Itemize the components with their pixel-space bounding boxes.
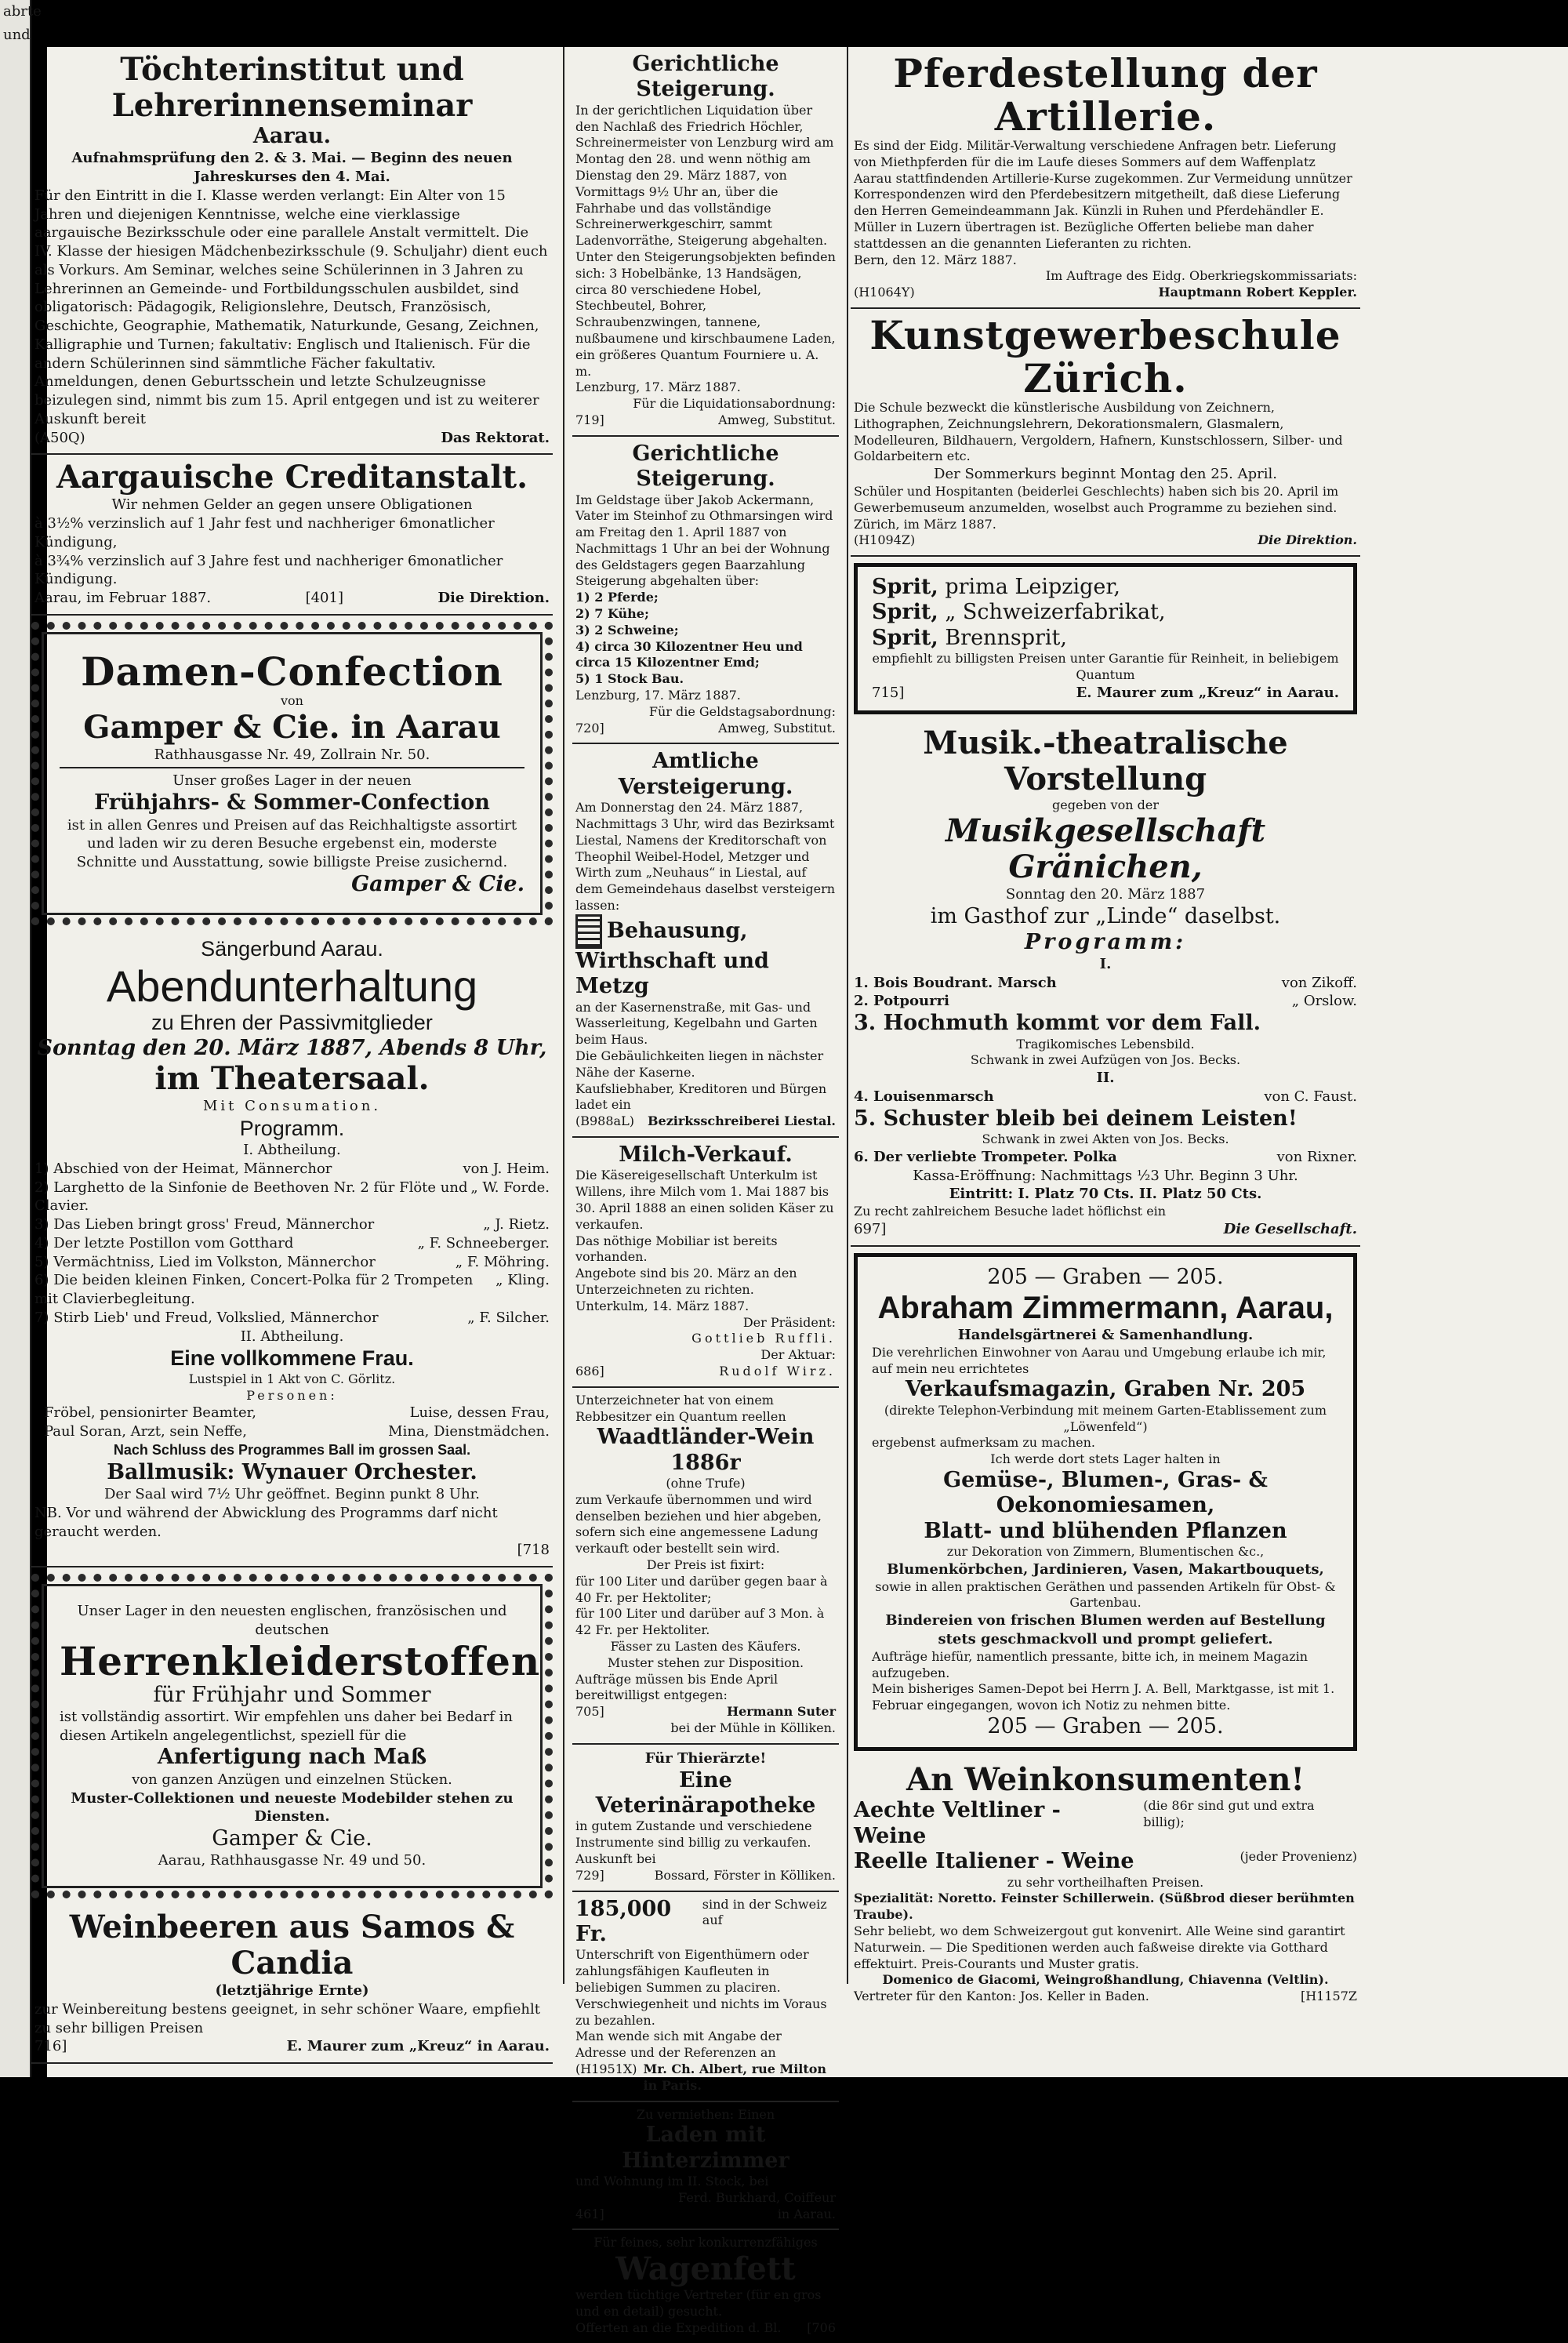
sprit-label: Sprit,: [872, 600, 938, 625]
ad-signature: Hauptmann Robert Keppler.: [1158, 285, 1357, 300]
ad-saengerbund: [31, 932, 553, 1567]
ad-orchestra: Ballmusik: Wynauer Orchester.: [107, 1459, 477, 1484]
program-item: [34, 1179, 550, 1216]
ad-start: Der Sommerkurs beginnt Montag den 25. April.: [934, 466, 1277, 483]
ad-body: ist vollständig assortirt. Wir empfehlen uns daher bei Bedarf in diesen Artikeln angelegentlichst, speziell für die: [60, 1708, 513, 1744]
program-title: 3) Das Lieben bringt gross' Freud, Männerchor: [34, 1216, 375, 1233]
ad-sprit: [854, 563, 1357, 714]
ad-goods-3-sub: sowie in allen praktischen Geräthen und passenden Artikeln für Obst- & Gartenbau.: [875, 1578, 1336, 1611]
person: Luise, dessen Frau,: [409, 1404, 550, 1422]
program-item: 3. Hochmuth kommt vor dem Fall.: [854, 1011, 1261, 1036]
ad-date: Unterkulm, 14. März 1887.: [575, 1298, 750, 1313]
ad-item: 3) 2 Schweine;: [575, 622, 679, 638]
ad-auftr: Aufträge müssen bis Ende April bereitwilligst entgegen:: [575, 1671, 779, 1703]
program-title: 4) Der letzte Postillon vom Gotthard: [34, 1234, 294, 1251]
ad-title: Amtliche Versteigerung.: [618, 749, 793, 799]
ad-kassa: Kassa-Eröffnung: Nachmittags ½3 Uhr. Beginn 3 Uhr.: [913, 1167, 1298, 1184]
program-item: [34, 1309, 550, 1328]
ad-shop: Verkaufsmagazin, Graben Nr. 205: [905, 1377, 1306, 1402]
ad-intro: Unterzeichneter hat von einem Rebbesitzer ein Quantum reellen: [575, 1392, 786, 1424]
ad-gerichtliche-steigerung-2: [572, 437, 839, 745]
wine-2-note: (jeder Provenienz): [1240, 1849, 1357, 1865]
ad-address: 205 — Graben — 205.: [987, 1713, 1224, 1738]
program-item: [34, 1253, 550, 1272]
ad-body: Offerten an die Expedition d. Bl.: [575, 2319, 782, 2335]
ad-code: 720]: [575, 720, 604, 736]
ad-laden: [572, 2102, 839, 2231]
ad-date: Sonntag den 20. März 1887, Abends 8 Uhr,: [37, 1035, 547, 1060]
ad-title: Töchterinstitut und Lehrerinnenseminar: [111, 51, 473, 124]
wine-1-note: (die 86r sind gut und extra billig);: [1143, 1798, 1315, 1830]
ad-title: Herrenkleiderstoffen: [60, 1637, 541, 1684]
ad-signature: Die Direktion.: [1258, 532, 1357, 548]
ad-signature: E. Maurer zum „Kreuz“ in Aarau.: [1076, 684, 1339, 701]
ad-actuary: Rudolf Wirz.: [719, 1363, 836, 1379]
ad-line: Wir nehmen Gelder an gegen unsere Obligationen: [111, 496, 473, 514]
program-item: [34, 1160, 550, 1179]
ad-code: 729]: [575, 1867, 604, 1883]
ad-opening: Der Saal wird 7½ Uhr geöffnet. Beginn punkt 8 Uhr.: [103, 1486, 481, 1502]
program-item: 2. Potpourri: [854, 993, 949, 1010]
ad-binderei: Bindereien von frischen Blumen werden auf Bestellung stets geschmackvoll und prompt geliefert.: [885, 1612, 1326, 1648]
ad-title: Gerichtliche Steigerung.: [632, 52, 779, 102]
sprit-label: Sprit,: [872, 575, 938, 600]
program-item: 5. Schuster bleib bei deinem Leisten!: [854, 1106, 1298, 1131]
ad-firm: Gamper & Cie.: [212, 1826, 372, 1851]
ad-price: Der Preis ist fixirt:: [646, 1557, 765, 1573]
ad-title: Pferdestellung der Artillerie.: [893, 50, 1318, 140]
wine-1: Aechte Veltliner - Weine: [854, 1798, 1061, 1848]
ad-firm: Domenico de Giacomi, Weingroßhandlung, Chiavenna (Veltlin).: [882, 1972, 1329, 1988]
ad-signature: Das Rektorat.: [441, 429, 550, 446]
ad-depot: Mein bisheriges Samen-Depot bei Herrn J. A. Bell, Marktgasse, ist mit 1. Februar eingegangen, wovon ich Notiz zu nehmen bitte.: [872, 1681, 1335, 1713]
ad-speciality: Spezialität: Noretto. Feinster Schillerwein. (Süßbrod dieser berühmten Traube).: [854, 1891, 1355, 1923]
ad-body: zum Verkaufe übernommen und wird denselben beziehen und hier abgeben, sofern sich eine angemessene Ladung verkauft oder bestellt sein wird.: [575, 1491, 822, 1557]
ad-intro: Für feines, sehr konkurrenzfähiges: [593, 2235, 818, 2250]
column-right: [851, 47, 1360, 2004]
ad-actuary-label: Der Aktuar:: [760, 1347, 836, 1363]
ad-milch-verkauf: [572, 1138, 839, 1388]
ad-code: (H1094Z): [854, 532, 916, 548]
ad-muster: Muster stehen zur Disposition.: [607, 1655, 804, 1670]
ad-body: Anmeldungen, denen Geburtsschein und letzte Schulzeugnisse beizulegen sind, nimmt bis zum 15. April entgegen und ist zu weiterer Auskunft bereit: [34, 373, 539, 427]
ad-play-sub: Lustspiel in 1 Akt von C. Görlitz.: [188, 1371, 396, 1386]
ad-damen-confection: [31, 622, 553, 925]
ad-fass: Fässer zu Lasten des Käufers.: [610, 1639, 801, 1655]
ad-goods-2-sub: zur Dekoration von Zimmern, Blumentischen &c.,: [946, 1544, 1265, 1560]
sprit-label: Sprit,: [872, 625, 938, 650]
ad-signature: Gamper & Cie.: [351, 871, 524, 896]
strip-text-1: abrte: [3, 3, 42, 20]
ad-line: à 3¾% verzinslich auf 3 Jahre fest und nachheriger 6monatlicher Kündigung.: [34, 552, 503, 588]
ad-heading: [575, 914, 836, 1000]
ad-body: Kaufsliebhaber, Kreditoren und Bürgen ladet ein: [575, 1081, 827, 1113]
program-composer: von C. Faust.: [1264, 1088, 1357, 1105]
ad-title: Waadtländer-Wein 1886r: [597, 1425, 815, 1475]
ad-herrenkleider: [31, 1574, 553, 1898]
strip-text-2: und: [3, 26, 31, 43]
ad-title: Wagenfett: [615, 2250, 796, 2288]
program-title: 2) Larghetto de la Sinfonie de Beethoven Nr. 2 für Flöte und Clavier.: [34, 1179, 468, 1215]
ad-weinkonsumenten: [851, 1757, 1360, 2011]
ad-title: Milch-Verkauf.: [619, 1142, 793, 1167]
ad-code: 705]: [575, 1704, 604, 1720]
program-sub: Schwank in zwei Akten von Jos. Becks.: [982, 1132, 1229, 1147]
ad-date: Aarau, im Februar 1887.: [34, 590, 212, 607]
ad-creditanstalt: [31, 455, 553, 616]
ad-body: Am Donnerstag den 24. März 1887, Nachmittags 3 Uhr, wird das Bezirksamt Liestal, Namens der Kreditorschaft von Theophil Weibel-Hodel, Metzger und Wirth zum „Neuhaus“ in Liestal, auf dem Gemeindehaus daselbst versteigern lassen:: [575, 800, 836, 914]
ad-code: [401]: [305, 590, 343, 607]
ad-signature: E. Maurer zum „Kreuz“ in Aarau.: [286, 2038, 550, 2055]
ad-von: von: [281, 692, 303, 708]
program-composer: von J. Heim.: [463, 1160, 550, 1177]
ad-body: Das nöthige Mobiliar ist bereits vorhanden.: [575, 1233, 778, 1265]
program-title: 6) Die beiden kleinen Finken, Concert-Polka für 2 Trompeten mit Clavierbegleitung.: [34, 1272, 474, 1308]
program-composer: von Zikoff.: [1281, 974, 1357, 991]
ad-body: Die Schule bezweckt die künstlerische Ausbildung von Zeichnern, Lithographen, Zeichnungslehrern, Dekorationsmalern, Glasmalern, Modelleuren, Bildhauern, Vergoldern, Hafnern, Kunstschlossern, Silber- und Goldarbeitern etc.: [854, 399, 1343, 464]
person: Paul Soran, Arzt, sein Neffe,: [44, 1423, 247, 1440]
program-composer: „ F. Schneeberger.: [417, 1234, 550, 1251]
ad-body: Die Gebäulichkeiten liegen in nächster Nähe der Kaserne.: [575, 1048, 824, 1080]
person: Fröbel, pensionirter Beamter,: [44, 1404, 256, 1422]
ad-signature: Bezirksschreiberei Liestal.: [647, 1113, 836, 1129]
ad-consumation: Mit Consumation.: [202, 1097, 382, 1114]
sprit-kind: „ Schweizerfabrikat,: [945, 600, 1166, 625]
ad-intro: Unser großes Lager in der neuen: [172, 772, 412, 790]
program-list: [34, 1160, 550, 1328]
program-composer: „ F. Silcher.: [467, 1309, 550, 1326]
ad-body: Sehr beliebt, wo dem Schweizergout gut konvenirt. Alle Weine sind garantirt Naturwein. — Die Speditionen werden auch faßweise direkte via Gotthard effektuirt. Preis-Courants und Muster gratis.: [854, 1923, 1345, 1971]
ad-pferdestellung: [851, 47, 1360, 309]
ad-title: Weinbeeren aus Samos & Candia: [69, 1909, 515, 1982]
program-composer: „ J. Rietz.: [483, 1216, 550, 1233]
ad-code: 686]: [575, 1363, 604, 1379]
ad-play: Eine vollkommene Frau.: [170, 1346, 414, 1371]
ad-item: 2) 7 Kühe;: [575, 606, 649, 622]
ad-code: [H1157Z: [1300, 1989, 1357, 2004]
ad-program-heading: Programm:: [1024, 929, 1187, 954]
ad-goods-2: Blatt- und blühenden Pflanzen: [924, 1518, 1287, 1543]
ad-section: II.: [1096, 1070, 1115, 1087]
ad-date: Bern, den 12. März 1887.: [854, 252, 1017, 267]
ad-sub: (letztjährige Ernte): [215, 1982, 369, 2000]
program-composer: „ F. Möhring.: [455, 1253, 550, 1270]
ad-title: Abendunterhaltung: [106, 961, 478, 1011]
ad-amount: 185,000 Fr.: [575, 1896, 672, 1946]
ad-for: Für die Liquidationsabordnung:: [633, 396, 836, 412]
ad-body: Für den Eintritt in die I. Klasse werden verlangt: Ein Alter von 15 Jahren und diejenigen Kenntnisse, welche eine vierklassige aargauische Bezirksschule oder eine parallele Anstalt vermittelt. Die IV. Klasse der hiesigen Mädchenbezirksschule (9. Schuljahr) dient euch als Vorkurs. Am Seminar, welches seine Schülerinnen in 3 Jahren zu Lehrerinnen an Gemeinde- und Fortbildungsschulen ausbildet, sind obligatorisch: Pädagogik, Religionslehre, Deutsch, Französisch, Geschichte, Geographie, Mathematik, Naturkunde, Gesang, Zeichnen, Kalligraphie und Turnen; fakultativ: Englisch und Italienisch. Für die andern Schülerinnen sind sämmtliche Fächer fakultativ.: [34, 187, 548, 372]
ad-amtliche-versteigerung: [572, 744, 839, 1138]
ad-headline: Aufnahmsprüfung den 2. & 3. Mai. — Beginn des neuen Jahreskurses den 4. Mai.: [71, 150, 513, 186]
ad-title: Laden mit Hinterzimmer: [622, 2123, 789, 2173]
program-item: 6. Der verliebte Trompeter. Polka: [854, 1148, 1117, 1165]
ad-musik-vorstellung: [851, 721, 1360, 1247]
ad-body: In der gerichtlichen Liquidation über den Nachlaß des Friedrich Höchler, Schreinermeister von Lenzburg wird am Montag den 28. und wenn nöthig am Dienstag den 29. März 1887, von Vormittags 9½ Uhr an, über die Fahrhabe und das vollständige Schreinerwerkgeschirr, sammt Ladenvorräthe, Steigerung abgehalten.: [575, 102, 834, 249]
program-composer: „ Orslow.: [1291, 993, 1357, 1010]
ad-signature-sub: bei der Mühle in Kölliken.: [670, 1720, 836, 1736]
ad-item: 5) 1 Stock Bau.: [575, 671, 684, 687]
ad-body: empfiehlt zu billigsten Preisen unter Garantie für Reinheit, in beliebigem Quantum: [872, 651, 1339, 683]
ad-signature: Die Direktion.: [437, 590, 550, 607]
ad-place: im Gasthof zur „Linde“ daselbst.: [930, 904, 1281, 929]
wine-price: zu sehr vortheilhaften Preisen.: [1007, 1874, 1204, 1890]
ad-code: (B988aL): [575, 1113, 634, 1129]
ad-sub: Handelsgärtnerei & Samenhandlung.: [957, 1327, 1254, 1344]
ad-signature: Amweg, Substitut.: [718, 720, 836, 736]
ad-lager: Ich werde dort stets Lager halten in: [990, 1451, 1221, 1467]
ad-item: 4) circa 30 Kilozentner Heu und circa 15 Kilozentner Emd;: [575, 638, 803, 670]
ad-body: werden tüchtige Vertreter (für en gros und en detail) gesucht.: [575, 2287, 822, 2319]
ad-section: II. Abtheilung.: [240, 1328, 344, 1345]
ad-date: Lenzburg, 17. März 1887.: [575, 380, 741, 395]
ad-goods-3: Blumenkörbchen, Jardinieren, Vasen, Makartbouquets,: [887, 1560, 1324, 1578]
ad-veterinaer: [572, 1745, 839, 1892]
ad-waadtlaender: [572, 1388, 839, 1745]
ad-address: 205 — Graben — 205.: [987, 1264, 1224, 1289]
ad-title: Damen-Confection: [81, 648, 503, 695]
ad-program-heading: Programm.: [239, 1116, 345, 1140]
ad-season: Frühjahrs- & Sommer-Confection: [94, 790, 490, 816]
program-title: 1) Abschied von der Heimat, Männerchor: [34, 1160, 332, 1177]
ad-title: Kunstgewerbeschule Zürich.: [869, 311, 1341, 401]
ad-title: Abraham Zimmermann, Aarau,: [877, 1291, 1334, 1326]
ad-line: à 3½% verzinslich auf 1 Jahr fest und nachheriger 6monatlicher Kündigung,: [34, 515, 495, 550]
ad-president: Gottlieb Ruffli.: [691, 1331, 836, 1346]
program-sub: Tragikomisches Lebensbild.: [1016, 1036, 1195, 1052]
ad-title: Musik.-theatralische Vorstellung: [923, 724, 1288, 797]
ad-troupe: Musikgesellschaft Gränichen,: [945, 812, 1266, 886]
ad-body: Die verehrlichen Einwohner von Aarau und Umgebung erlaube ich mir, auf mein neu errichtetes: [872, 1344, 1327, 1376]
ad-body: in gutem Zustande und verschiedene Instrumente sind billig zu verkaufen.: [575, 1818, 812, 1851]
ad-price-2: für 100 Liter und darüber auf 3 Mon. à 42 Fr. per Hektoliter.: [575, 1606, 825, 1638]
ad-club: Sängerbund Aarau.: [201, 937, 383, 961]
ad-body: Unterschrift von Eigenthümern oder zahlungsfähigen Kaufleuten in beliebigen Summen zu placiren. Verschwiegenheit und nichts im Voraus zu bezahlen.: [575, 1947, 827, 2028]
ad-contact: Mr. Ch. Albert, rue Milton in Paris.: [643, 2061, 827, 2093]
ad-connection: (direkte Telephon-Verbindung mit meinem Garten-Etablissement zum „Löwenfeld“): [884, 1402, 1327, 1434]
ad-kunstgewerbeschule: [851, 309, 1360, 557]
ad-muster: Muster-Collektionen und neueste Modebilder stehen zu Diensten.: [71, 1789, 514, 1825]
program-item: 1. Bois Boudrant. Marsch: [854, 974, 1057, 991]
ad-code: 461]: [575, 2206, 604, 2221]
ad-body: Man wende sich mit Angabe der Adresse und der Referenzen an: [575, 2029, 782, 2061]
ad-ball: Nach Schluss des Programmes Ball im grossen Saal.: [113, 1441, 471, 1458]
ad-signature: Hermann Suter: [726, 1704, 836, 1720]
ad-date: Sonntag den 20. März 1887: [1005, 886, 1206, 903]
ad-goods-1: Gemüse-, Blumen-, Gras- & Oekonomiesamen,: [943, 1467, 1268, 1518]
ad-code: (H1064Y): [854, 285, 915, 300]
ad-order: Im Auftrage des Eidg. Oberkriegskommissariats:: [1045, 268, 1357, 284]
ad-185000: [572, 1892, 839, 2102]
ad-subtitle: zu Ehren der Passivmitglieder: [151, 1011, 433, 1035]
left-edge-strip: [0, 0, 42, 2077]
ad-code: (A50Q): [34, 429, 85, 446]
ad-president-label: Der Präsident:: [742, 1314, 836, 1330]
ad-body: Unter den Steigerungsobjekten befinden sich: 3 Hobelbänke, 13 Handsägen, circa 80 verschiedene Hobel, Stechbeutel, Bohrer, Schraubenzwingen, tannene, nußbaumene und kirschbaumene Laden, ein größeres Quantum Fourniere u. A. m.: [575, 249, 836, 379]
ad-where: in Aarau.: [777, 2206, 836, 2221]
ad-place: im Theatersaal.: [154, 1059, 430, 1097]
ad-body: Die Käsereigesellschaft Unterkulm ist Willens, ihre Milch vom 1. Mai 1887 bis 30. April 1888 an einen soliden Käser zu verkaufen.: [575, 1168, 834, 1232]
ad-item: 1) 2 Pferde;: [575, 590, 659, 605]
ad-heading-text: Behausung, Wirthschaft und Metzg: [575, 918, 769, 999]
ad-body: ist in allen Genres und Preisen auf das Reichhaltigste assortirt und laden wir zu deren Besuche ergebenst ein, moderste Schnitte und Ausstattung, sowie billigste Preise zusichernd.: [67, 816, 517, 871]
ad-zimmermann: [854, 1253, 1357, 1752]
ad-signature: Bossard, Förster in Kölliken.: [654, 1867, 836, 1883]
ad-body: Schüler und Hospitanten (beiderlei Geschlechts) haben sich bis 20. April im Gewerbemuseum anzumelden, woselbst auch Programme zu beziehen sind.: [854, 483, 1339, 515]
program-composer: „ W. Forde.: [470, 1179, 550, 1196]
ad-eintritt: Eintritt: I. Platz 70 Cts. II. Platz 50 Cts.: [949, 1186, 1262, 1203]
person: Mina, Dienstmädchen.: [388, 1423, 550, 1440]
column-rule-2: [847, 47, 848, 1984]
ad-code: 716]: [34, 2038, 67, 2055]
ad-code: [706: [807, 2319, 836, 2335]
ad-wagenfett: [572, 2230, 839, 2342]
ad-body: Es sind der Eidg. Militär-Verwaltung verschiedene Anfragen betr. Lieferung von Miethpferden für die im Laufe dieses Sommers auf dem Waffenplatz Aarau stattfindenden Artillerie-Kurse zugekommen. Zur Vermeidung unnützer Korrespondenzen wird den Pferdebesitzern mitgetheilt, daß diese Lieferung den Herren Gemeindeammann Jak. Künzli in Ruhen und Pferdehändler E. Müller in Luzern übertragen ist. Bezügliche Offerten beliebe man daher stattdessen an die genannten Lieferanten zu richten.: [854, 138, 1352, 251]
column-rule-1: [563, 47, 564, 1984]
ad-for: Für die Geldstagsabordnung:: [648, 703, 836, 719]
ad-title: Aargauische Creditanstalt.: [56, 459, 528, 496]
ad-address: Rathhausgasse Nr. 49, Zollrain Nr. 50.: [154, 746, 430, 763]
ad-price-1: für 100 Liter und darüber gegen baar à 40 Fr. per Hektoliter;: [575, 1573, 828, 1605]
ad-city: Aarau.: [252, 124, 332, 148]
ad-persons: Personen:: [246, 1387, 338, 1403]
ad-tail: sind in der Schweiz auf: [702, 1896, 827, 1928]
program-title: 5) Vermächtniss, Lied im Volkston, Männerchor: [34, 1253, 376, 1270]
ad-sub: (ohne Trufe): [666, 1476, 746, 1491]
ad-title: Eine Veterinärapotheke: [595, 1767, 816, 1818]
column-middle: [572, 47, 839, 2335]
ad-mass: Anfertigung nach Maß: [157, 1745, 427, 1770]
program-composer: „ Kling.: [495, 1272, 550, 1289]
ad-given: gegeben von der: [1052, 797, 1159, 812]
ad-address: Aarau, Rathhausgasse Nr. 49 und 50.: [158, 1852, 426, 1869]
ad-section: I.: [1099, 955, 1112, 972]
sprit-kind: Brennsprit,: [945, 625, 1067, 650]
program-item: 4. Louisenmarsch: [854, 1088, 994, 1105]
ad-section: I. Abtheilung.: [243, 1142, 341, 1159]
ad-weinbeeren: [31, 1905, 553, 2064]
program-title: 7) Stirb Lieb' und Freud, Volkslied, Männerchor: [34, 1309, 379, 1326]
ad-date: Lenzburg, 17. März 1887.: [575, 688, 741, 703]
ad-code: [718: [517, 1542, 550, 1559]
program-item: [34, 1234, 550, 1253]
program-item: [34, 1215, 550, 1234]
program-sub: Schwank in zwei Aufzügen von Jos. Becks.: [970, 1052, 1241, 1068]
ad-title: An Weinkonsumenten!: [906, 1761, 1305, 1799]
ad-code: 697]: [854, 1220, 887, 1237]
ad-note: NB. Vor und während der Abwicklung des Programms darf nicht geraucht werden.: [34, 1504, 498, 1540]
ad-contact: Ferd. Burkhard, Coiffeur: [678, 2189, 836, 2205]
ad-code: (H1951X): [575, 2061, 637, 2076]
ad-attention: ergebenst aufmerksam zu machen.: [872, 1435, 1095, 1451]
ad-info: Auskunft bei: [575, 1851, 656, 1866]
ad-code: 715]: [872, 684, 905, 701]
ad-for: Für Thierärzte!: [644, 1749, 767, 1767]
ad-toechterinstitut: [31, 47, 553, 455]
ad-date: Zürich, im März 1887.: [854, 516, 996, 532]
sprit-kind: prima Leipziger,: [945, 575, 1120, 600]
wine-2: Reelle Italiener - Weine: [854, 1849, 1134, 1874]
ad-gerichtliche-steigerung-1: [572, 47, 839, 437]
ad-title: Gerichtliche Steigerung.: [632, 441, 779, 492]
ad-code: 719]: [575, 412, 604, 427]
ad-season: für Frühjahr und Sommer: [153, 1682, 431, 1707]
ad-representative: Vertreter für den Kanton: Jos. Keller in Baden.: [854, 1989, 1149, 2004]
program-item: [34, 1271, 550, 1309]
ad-sub: von ganzen Anzügen und einzelnen Stücken.: [132, 1771, 452, 1788]
divider: [60, 767, 524, 768]
program-composer: von Rixner.: [1276, 1148, 1357, 1165]
ad-head: Zu vermiethen: Einen: [636, 2106, 775, 2122]
ad-body: zur Weinbereitung bestens geeignet, in sehr schöner Waare, empfiehlt zu sehr billigen Preisen: [34, 2000, 540, 2036]
ad-body: und Wohnung im II. Stock, bei: [575, 2174, 769, 2189]
ad-body: an der Kasernenstraße, mit Gas- und Wasserleitung, Kegelbahn und Garten beim Haus.: [575, 999, 818, 1048]
column-left: [31, 47, 553, 2055]
ad-invite: Zu recht zahlreichem Besuche ladet höflichst ein: [854, 1204, 1167, 1219]
house-icon: [575, 914, 602, 949]
ad-intro: Unser Lager in den neuesten englischen, französischen und deutschen: [77, 1603, 507, 1638]
ad-signature: Die Gesellschaft.: [1223, 1220, 1357, 1237]
ad-body: Angebote sind bis 20. März an den Unterzeichneten zu richten.: [575, 1266, 797, 1297]
ad-firm: Gamper & Cie. in Aarau: [83, 708, 501, 746]
ad-auftr: Aufträge hiefür, namentlich pressante, bitte ich, in meinem Magazin aufzugeben.: [872, 1648, 1308, 1680]
ad-signature: Amweg, Substitut.: [718, 412, 836, 427]
ad-body: Im Geldstage über Jakob Ackermann, Vater im Steinhof zu Othmarsingen wird am Freitag den 1. April 1887 von Nachmittags 1 Uhr an bei der Wohnung des Geldstagers gegen Baarzahlung Steigerung abgehalten über:: [575, 492, 833, 589]
